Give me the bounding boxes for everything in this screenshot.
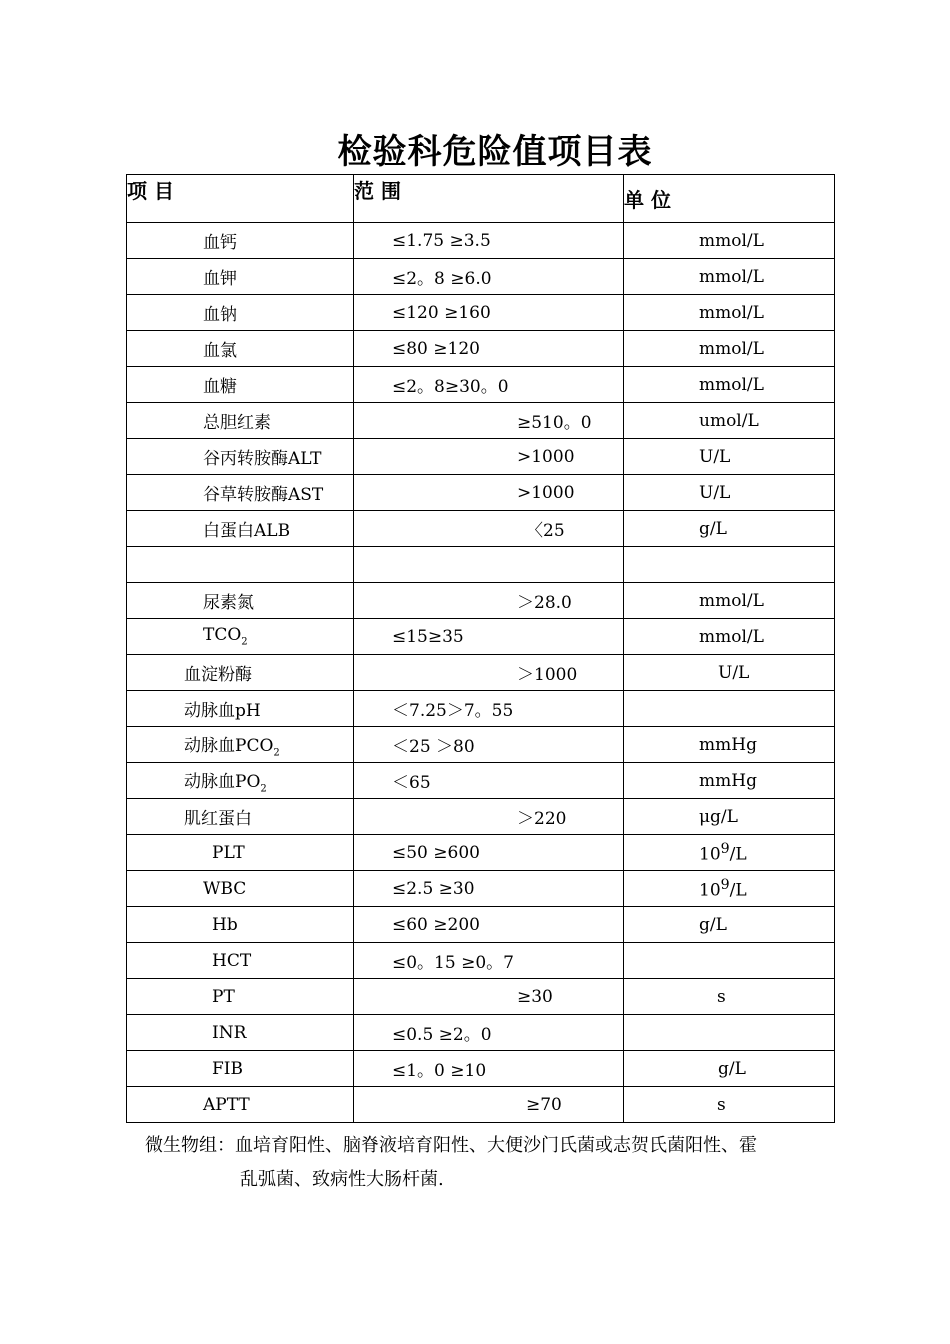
- unit-cell: U/L: [624, 655, 835, 691]
- item-cell: Hb: [127, 907, 354, 943]
- subscript: 2: [260, 783, 267, 795]
- unit-cell: [624, 547, 835, 583]
- page-title: 检验科危险值项目表: [337, 132, 653, 172]
- subscript: 2: [273, 747, 280, 759]
- unit-cell: [624, 691, 835, 727]
- range-cell: ≤60 ≥200: [354, 907, 624, 943]
- header-range: 范 围: [354, 175, 624, 223]
- unit-cell: mmol/L: [624, 295, 835, 331]
- unit-cell: s: [624, 979, 835, 1015]
- table-row: [127, 475, 835, 511]
- unit-cell: mmHg: [624, 763, 835, 799]
- table-row-empty: [127, 547, 835, 583]
- unit-text: 10: [699, 880, 721, 901]
- unit-cell: mmol/L: [624, 619, 835, 655]
- table-row: [127, 403, 835, 439]
- range-cell: ＞220: [354, 799, 624, 835]
- range-cell: ≤1。0 ≥10: [354, 1051, 624, 1087]
- item-cell: 血氯: [127, 331, 354, 367]
- item-cell: 血钠: [127, 295, 354, 331]
- table-row: [127, 619, 835, 655]
- range-cell: ＞1000: [354, 655, 624, 691]
- superscript: 9: [720, 876, 730, 893]
- range-cell: ≤1.75 ≥3.5: [354, 223, 624, 259]
- range-cell: ≤2。8 ≥6.0: [354, 259, 624, 295]
- range-cell: >1000: [354, 439, 624, 475]
- unit-cell: [624, 1015, 835, 1051]
- unit-cell: [624, 871, 835, 907]
- unit-tail: /L: [729, 880, 747, 901]
- range-cell: >1000: [354, 475, 624, 511]
- table-row: [127, 295, 835, 331]
- table-row: [127, 439, 835, 475]
- unit-cell: umol/L: [624, 403, 835, 439]
- item-cell: 肌红蛋白: [127, 799, 354, 835]
- critical-values-table: [126, 174, 835, 1123]
- superscript: 9: [720, 840, 730, 857]
- item-cell: [127, 763, 354, 799]
- header-unit: 单 位: [624, 175, 835, 223]
- unit-tail: /L: [729, 844, 747, 865]
- microbiology-note-line2: 乱弧菌、致病性大肠杆菌.: [240, 1169, 444, 1190]
- item-cell: INR: [127, 1015, 354, 1051]
- range-cell: ≤0。15 ≥0。7: [354, 943, 624, 979]
- table-row: [127, 511, 835, 547]
- table-row: [127, 871, 835, 907]
- table-row: [127, 799, 835, 835]
- item-cell: PT: [127, 979, 354, 1015]
- item-text: 动脉血PO: [184, 771, 261, 792]
- item-cell: FIB: [127, 1051, 354, 1087]
- item-cell: [127, 547, 354, 583]
- table-row: [127, 583, 835, 619]
- table-row: [127, 979, 835, 1015]
- item-cell: 动脉血pH: [127, 691, 354, 727]
- unit-cell: mmHg: [624, 727, 835, 763]
- table-row: [127, 259, 835, 295]
- item-cell: 血淀粉酶: [127, 655, 354, 691]
- range-cell: ≤2。8≥30。0: [354, 367, 624, 403]
- item-cell: 白蛋白ALB: [127, 511, 354, 547]
- range-cell: 〈25: [354, 511, 624, 547]
- unit-cell: μg/L: [624, 799, 835, 835]
- range-cell: ≥30: [354, 979, 624, 1015]
- item-cell: 谷丙转胺酶ALT: [127, 439, 354, 475]
- unit-cell: s: [624, 1087, 835, 1123]
- item-cell: [127, 619, 354, 655]
- unit-cell: g/L: [624, 907, 835, 943]
- table-row: [127, 1015, 835, 1051]
- unit-cell: mmol/L: [624, 331, 835, 367]
- table-row: [127, 907, 835, 943]
- unit-cell: g/L: [624, 1051, 835, 1087]
- range-cell: ≤120 ≥160: [354, 295, 624, 331]
- table-row: [127, 1051, 835, 1087]
- table-row: [127, 835, 835, 871]
- item-text: TCO: [203, 625, 242, 646]
- unit-cell: mmol/L: [624, 259, 835, 295]
- unit-cell: [624, 835, 835, 871]
- table-row: [127, 223, 835, 259]
- unit-cell: U/L: [624, 439, 835, 475]
- item-cell: [127, 727, 354, 763]
- unit-cell: mmol/L: [624, 367, 835, 403]
- item-cell: PLT: [127, 835, 354, 871]
- range-cell: [354, 547, 624, 583]
- header-item: 项 目: [127, 175, 354, 223]
- item-cell: 总胆红素: [127, 403, 354, 439]
- item-cell: 尿素氮: [127, 583, 354, 619]
- table-row: [127, 367, 835, 403]
- unit-cell: [624, 943, 835, 979]
- table-row: [127, 331, 835, 367]
- unit-text: 10: [699, 844, 721, 865]
- table-row: [127, 1087, 835, 1123]
- range-cell: ＜65: [354, 763, 624, 799]
- item-cell: 谷草转胺酶AST: [127, 475, 354, 511]
- range-cell: ≤0.5 ≥2。0: [354, 1015, 624, 1051]
- unit-cell: mmol/L: [624, 223, 835, 259]
- range-cell: ＜7.25＞7。55: [354, 691, 624, 727]
- range-cell: ＜25 ＞80: [354, 727, 624, 763]
- microbiology-note-line1: 微生物组：血培育阳性、脑脊液培育阳性、大便沙门氏菌或志贺氏菌阳性、霍: [145, 1135, 757, 1156]
- table-row: [127, 691, 835, 727]
- range-cell: ≤15≥35: [354, 619, 624, 655]
- item-cell: 血糖: [127, 367, 354, 403]
- range-cell: ≥70: [354, 1087, 624, 1123]
- range-cell: ≤50 ≥600: [354, 835, 624, 871]
- table-row: [127, 763, 835, 799]
- table-header-row: [127, 175, 835, 223]
- item-cell: APTT: [127, 1087, 354, 1123]
- unit-cell: mmol/L: [624, 583, 835, 619]
- unit-cell: U/L: [624, 475, 835, 511]
- item-cell: HCT: [127, 943, 354, 979]
- unit-cell: g/L: [624, 511, 835, 547]
- item-cell: WBC: [127, 871, 354, 907]
- item-cell: 血钙: [127, 223, 354, 259]
- item-cell: 血钾: [127, 259, 354, 295]
- table-row: [127, 727, 835, 763]
- subscript: 2: [241, 636, 248, 648]
- table-row: [127, 943, 835, 979]
- range-cell: ≤2.5 ≥30: [354, 871, 624, 907]
- item-text: 动脉血PCO: [184, 735, 274, 756]
- range-cell: ＞28.0: [354, 583, 624, 619]
- range-cell: ≤80 ≥120: [354, 331, 624, 367]
- range-cell: ≥510。0: [354, 403, 624, 439]
- table-row: [127, 655, 835, 691]
